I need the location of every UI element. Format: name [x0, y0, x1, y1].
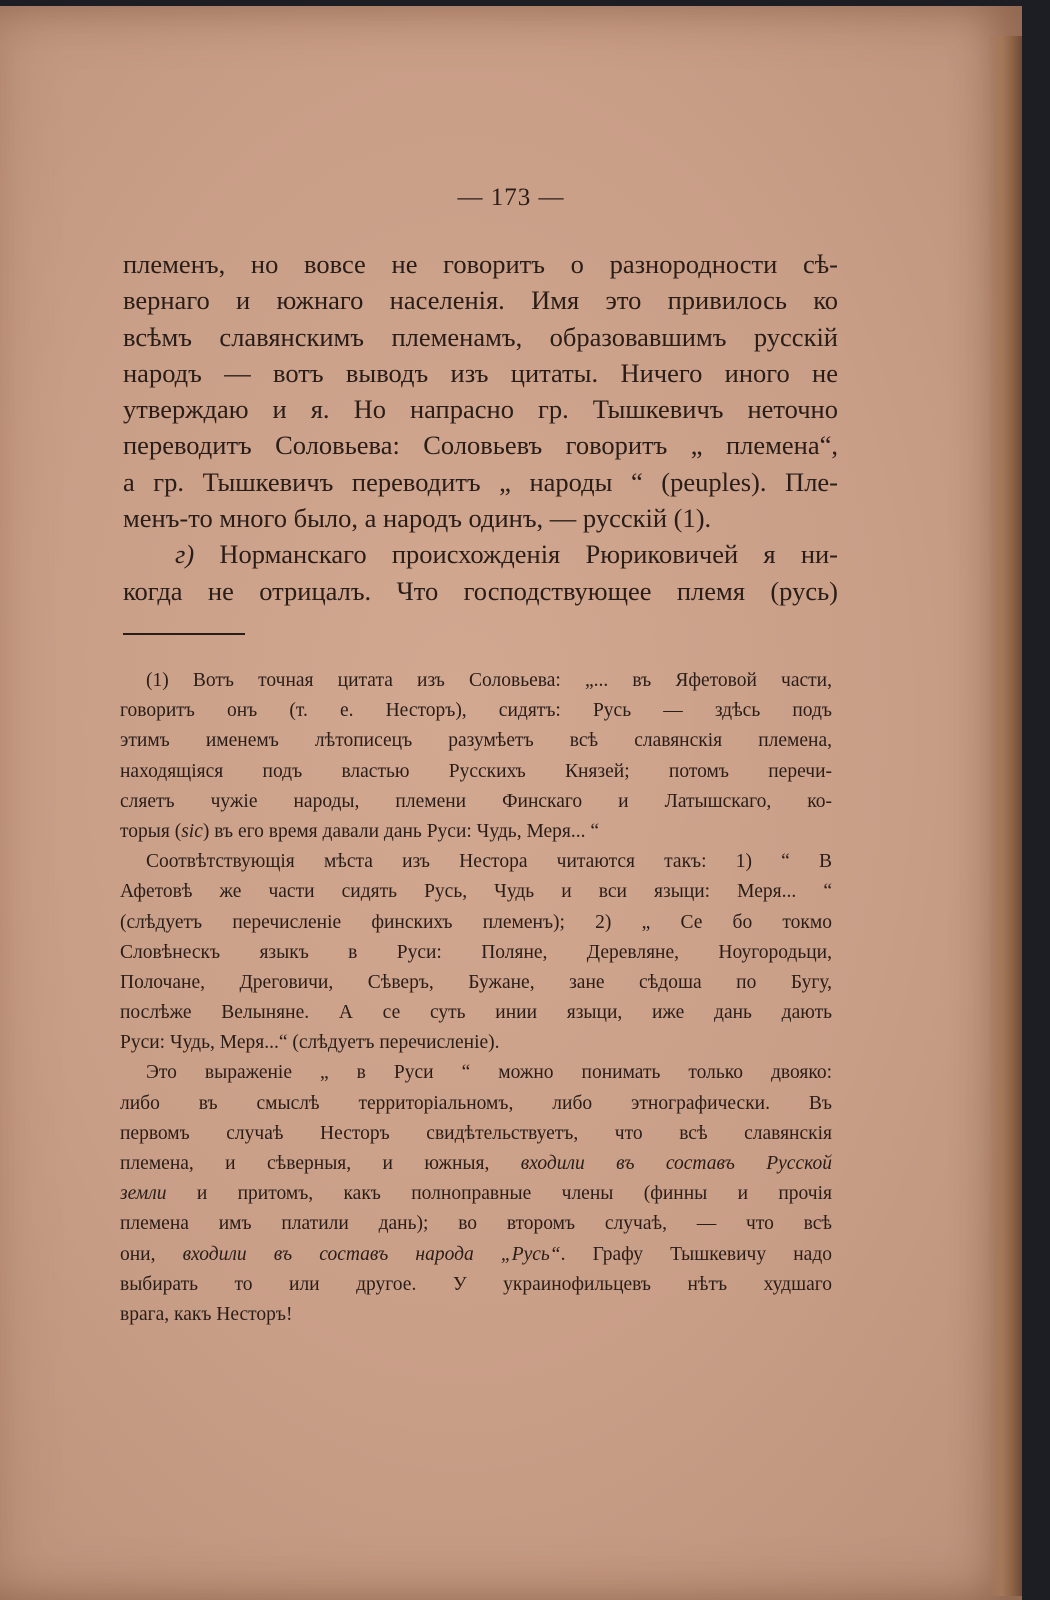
footnote-line	[120, 1179, 832, 1209]
footnote-line: Словѣнескъ языкъ в Руси: Поляне, Деревляне, Ноугородьци,	[120, 941, 832, 963]
footnote-line	[120, 1149, 832, 1179]
footnote-line: выбирать то или другое. У украинофильцевъ нѣтъ худшаго	[120, 1273, 832, 1295]
main-line: народъ — вотъ выводъ изъ цитаты. Ничего иного не	[123, 357, 838, 388]
footnote	[120, 666, 832, 1330]
footnote-line: Это выраженіе „ в Руси “ можно понимать только двояко:	[146, 1062, 832, 1084]
footnote-text: и притомъ, какъ полноправные члены (финны и прочія	[166, 1183, 832, 1205]
italic-text: земли	[120, 1183, 167, 1205]
page-number: — 173 —	[457, 184, 565, 211]
main-line: племенъ, но вовсе не говоритъ о разнородности сѣ-	[123, 249, 838, 279]
footnote-line: говоритъ онъ (т. е. Несторъ), сидятъ: Русь — здѣсь подъ	[120, 700, 832, 722]
footnote-line: племена имъ платили дань); во второмъ случаѣ, — что всѣ	[120, 1213, 832, 1235]
main-line: а гр. Тышкевичъ переводитъ „ народы “ (peuples). Пле-	[123, 466, 838, 497]
footnote-line: Афетовѣ же части сидять Русь, Чудь и вси языци: Меря... “	[120, 881, 832, 903]
book-page	[0, 6, 1022, 1600]
point-letter: г)	[175, 539, 195, 570]
main-line: когда не отрицалъ. Что господствующее племя (русь)	[123, 575, 838, 606]
footnote-text: ) въ его время давали дань Руси: Чудь, Меря... “	[202, 820, 600, 842]
footnote-line: сляетъ чужіе народы, племени Финскаго и Латышскаго, ко-	[120, 790, 832, 812]
main-line: вернаго и южнаго населенія. Имя это привилось ко	[123, 285, 838, 316]
main-line: утверждаю и я. Но напрасно гр. Тышкевичъ неточно	[123, 394, 838, 425]
page-edge	[988, 36, 1022, 1596]
footnote-line: Руси: Чудь, Меря...“ (слѣдуетъ перечисленіе).	[120, 1032, 500, 1054]
footnote-line: (1) Вотъ точная цитата изъ Соловьева: „... въ Яфетовой части,	[146, 670, 832, 691]
footnote-line: врага, какъ Несторъ!	[120, 1303, 293, 1325]
main-g-text: Норманскаго происхожденія Рюриковичей я ни-	[219, 539, 839, 570]
footnote-line: этимъ именемъ лѣтописецъ разумѣетъ всѣ славянскія племена,	[120, 730, 832, 752]
footnote-line: Полочане, Дреговичи, Сѣверъ, Бужане, зане сѣдоша по Бугу,	[120, 971, 832, 993]
italic-text: входили въ составъ народа „Русь“	[182, 1243, 561, 1265]
footnote-text: торыя (	[120, 820, 182, 842]
footnote-text: они,	[120, 1243, 183, 1265]
footnote-line: находящіяся подъ властью Русскихъ Князей; потомъ перечи-	[120, 760, 832, 782]
sic-italic: sic	[181, 820, 203, 842]
footnote-line	[120, 1240, 832, 1270]
footnote-line: первомъ случаѣ Несторъ свидѣтельствуетъ, что всѣ славянскія	[120, 1122, 832, 1144]
footnote-line: Соотвѣтствующія мѣста изъ Нестора читаются такъ: 1) “ В	[146, 851, 832, 873]
footnote-line: послѣже Велыняне. А се суть инии языци, иже дань дають	[120, 1002, 832, 1024]
main-line: менъ-то много было, а народъ одинъ, — русскій (1).	[123, 503, 712, 534]
footnote-line	[120, 817, 832, 847]
main-line-g	[123, 536, 838, 572]
footnote-rule	[123, 633, 245, 635]
footnote-text: племена, и сѣверныя, и южныя,	[120, 1153, 521, 1174]
main-text	[123, 246, 838, 609]
footnote-line: либо въ смыслѣ территоріальномъ, либо этнографически. Въ	[120, 1092, 832, 1114]
footnote-line: (слѣдуетъ перечисленіе финскихъ племенъ); 2) „ Се бо токмо	[120, 911, 832, 933]
footnote-text: . Графу Тышкевичу надо	[560, 1243, 832, 1265]
main-line: переводитъ Соловьева: Соловьевъ говоритъ „ племена“,	[123, 430, 838, 461]
main-line: всѣмъ славянскимъ племенамъ, образовавшимъ русскій	[123, 321, 838, 352]
italic-text: входили въ составъ Русской	[520, 1153, 832, 1174]
